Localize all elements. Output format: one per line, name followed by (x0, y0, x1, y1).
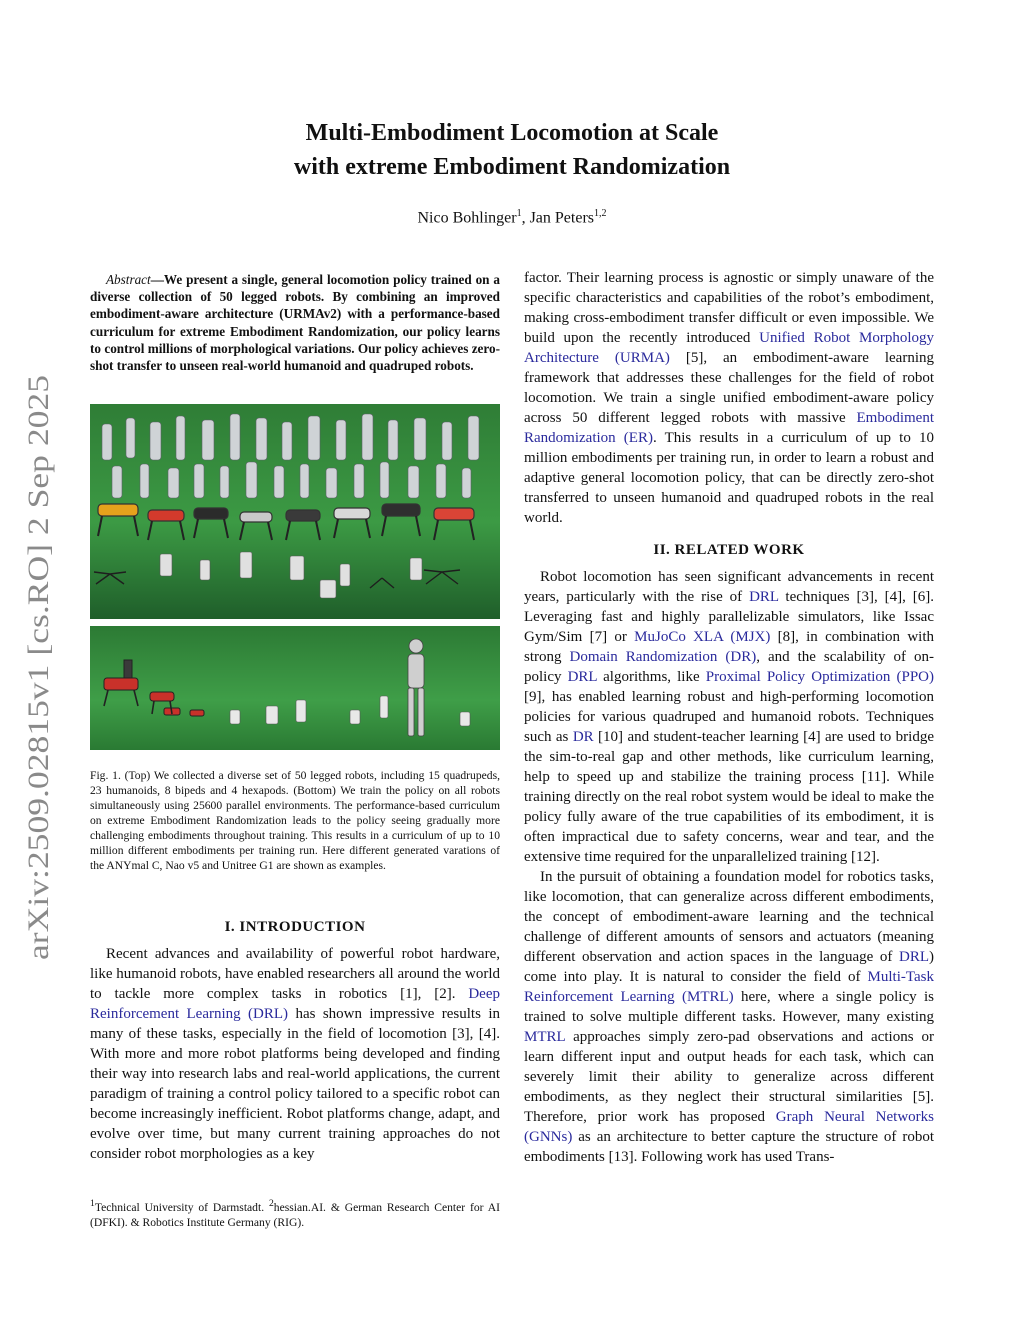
body-text: In the pursuit of obtaining a foundation model for robotics tasks, like locomotion, that can generalize across different embodiments, the concept of embodiment-aware learning and the technical challenge of different amounts of sensors and actuators (meaning different observation and action spaces in the language of (524, 869, 934, 965)
section-heading-related-work: II. RELATED WORK (653, 542, 805, 558)
body-text: [10] and student-teacher learning [4] are used to bridge the sim-to-real gap and other methods, like curriculum learning, help to speed up and stabilize the training process [11]. While training directly on the real robot system would be ideal to make the policy fully aware of the true capabilities of its embodiment, it is often impractical due to safety concerns, wear and tear, and the extensive time required for the unparallelized training [12]. (524, 729, 934, 865)
body-text: as an architecture to better capture the structure of robot embodiments [13]. Following work has used Trans- (524, 1129, 934, 1165)
arxiv-id-text: arXiv:2509.02815v1 [cs.RO] 2 Sep 2025 (22, 466, 55, 960)
acronym-link-drl[interactable]: DRL (899, 949, 929, 965)
intro-paragraph (90, 944, 500, 1164)
footnote-text: Technical University of Darmstadt. (94, 1200, 269, 1214)
acronym-link-dr[interactable]: Domain Randomization (DR) (569, 649, 757, 665)
body-text: techniques [3], [4], [6]. Leveraging fast and highly parallelizable simulators, like Issac Gym/Sim [7] or (524, 589, 934, 645)
author-name: Jan Peters (529, 209, 595, 227)
abstract-body: We present a single, general locomotion policy trained on a diverse collection of 50 legged robots. By combining an improved embodiment-aware architecture (URMAv2) with a performance-based curriculum for extreme Embodiment Randomization, our policy learns to control millions of morphological variations. Our policy achieves zero-shot transfer to unseen real-world humanoid and quadruped robots. (90, 272, 500, 374)
abstract-lead: Abstract (106, 272, 151, 287)
body-text: algorithms, like (597, 669, 706, 685)
body-text: [5], an embodiment-aware learning framework that addresses these challenges for the field of robot locomotion. We train a single unified embodiment-aware policy across 50 different legged robots with massive (524, 350, 934, 426)
body-text: , and the scalability of on-policy (524, 649, 935, 685)
embodiment-variations-image (90, 626, 500, 750)
right-column (524, 268, 934, 1167)
acronym-link-drl[interactable]: DRL (567, 669, 598, 685)
abstract (90, 271, 500, 374)
body-text: here, where a single policy is trained to solve multiple different tasks. However, many existing (524, 989, 934, 1025)
acronym-link-drl[interactable]: Deep Reinforcement Learning (DRL) (90, 986, 500, 1022)
affiliation-footnote (90, 1196, 500, 1230)
body-text: approaches simply zero-pad observations and actions or learn different input and output heads for each task, which can severely limit their ability to generalize across different embodiments, as they neglect their structural similarities [5]. Therefore, prior work has proposed (524, 1029, 934, 1125)
related-work-paragraph (524, 567, 934, 867)
arxiv-identifier-stamp (10, 360, 60, 980)
title-line-1: Multi-Embodiment Locomotion at Scale (305, 120, 719, 146)
footnote-text: hessian.AI. & German Research Center for AI (DFKI). & Robotics Institute Germany (RIG). (90, 1200, 500, 1229)
robot-collection-image (90, 404, 500, 619)
acronym-link-mtrl[interactable]: Multi-Task Reinforcement Learning (MTRL) (524, 969, 934, 1005)
introduction-section (90, 917, 500, 1164)
intro-text: Recent advances and availability of powerful robot hardware, like humanoid robots, have enabled researchers all around the world to tackle more complex tasks in robotics [1], [2]. (90, 946, 500, 1002)
body-text: [8], in combination with strong (524, 629, 934, 665)
acronym-link-dr[interactable]: DR (572, 729, 594, 745)
acronym-link-drl[interactable]: DRL (749, 589, 779, 605)
body-text: . This results in a curriculum of up to 10 million embodiments per training run, in order to learn a robust and adaptive general locomotion policy, that can be directly zero-shot transferred to unseen humanoid and quadruped robots in the real world. (524, 430, 934, 526)
footnote-marker: 1 (90, 1198, 95, 1209)
acronym-link-urma[interactable]: Unified Robot Morphology Architecture (URMA) (524, 330, 934, 366)
body-text: Robot locomotion has seen significant advancements in recent years, particularly with the rise of (524, 569, 934, 605)
acronym-link-er[interactable]: Embodiment Randomization (ER) (524, 410, 934, 446)
abstract-dash: — (150, 272, 164, 287)
author-separator: , (521, 209, 530, 227)
acronym-link-ppo[interactable]: Proximal Policy Optimization (PPO) (705, 669, 935, 685)
acronym-link-mtrl[interactable]: MTRL (524, 1029, 566, 1045)
intro-continued-paragraph (524, 268, 934, 528)
body-text: factor. Their learning process is agnostic or simply unaware of the specific characteristics and capabilities of the robot’s embodiment, making cross-embodiment transfer difficult or even impossible. We build upon the recently introduced (524, 270, 934, 346)
author-name: Nico Bohlinger (417, 209, 517, 227)
body-text: [9], has enabled learning robust and high-performing locomotion policies for various quadruped and humanoid robots. Techniques such as (524, 689, 934, 745)
related-work-paragraph (524, 867, 934, 1167)
section-heading-introduction: I. INTRODUCTION (224, 919, 366, 935)
intro-text: has shown impressive results in many of these tasks, especially in the field of locomotion [3], [4]. With more and more robot platforms being developed and finding their way into research labs and real-world applications, the current paradigm of training a control policy tailored to a specific robot can become increasingly inefficient. Robot platforms change, adapt, and evolve over time, but many current training approaches do not consider robot morphologies as a key (90, 1006, 500, 1162)
paper-title (0, 116, 1024, 184)
author-list (0, 208, 1024, 227)
acronym-link-mjx[interactable]: MuJoCo XLA (MJX) (634, 629, 771, 645)
figure-robot-collection (90, 404, 500, 619)
body-text: ) come into play. It is natural to consider the field of (524, 949, 934, 985)
acronym-link-gnn[interactable]: Graph Neural Networks (GNNs) (524, 1109, 934, 1145)
title-line-2: with extreme Embodiment Randomization (293, 154, 731, 180)
author-affiliation: 1 (516, 208, 522, 219)
figure-caption: Fig. 1. (Top) We collected a diverse set of 50 legged robots, including 15 quadrupeds, 23 humanoids, 8 bipeds and 4 hexapods. (Bottom) We train the policy on all robots simultaneously using 25600 parallel environments. The performance-based curriculum on extreme Embodiment Randomization leads to the policy seeing gradually more challenging embodiments throughout training. This results in a curriculum of up to 10 million different embodiments per training run. Here different generated varations of the ANYmal C, Nao v5 and Unitree G1 are shown as examples. (90, 769, 500, 872)
footnote-marker: 2 (268, 1198, 274, 1209)
figure-embodiment-variations (90, 626, 500, 750)
author-affiliation: 1,2 (594, 208, 607, 219)
